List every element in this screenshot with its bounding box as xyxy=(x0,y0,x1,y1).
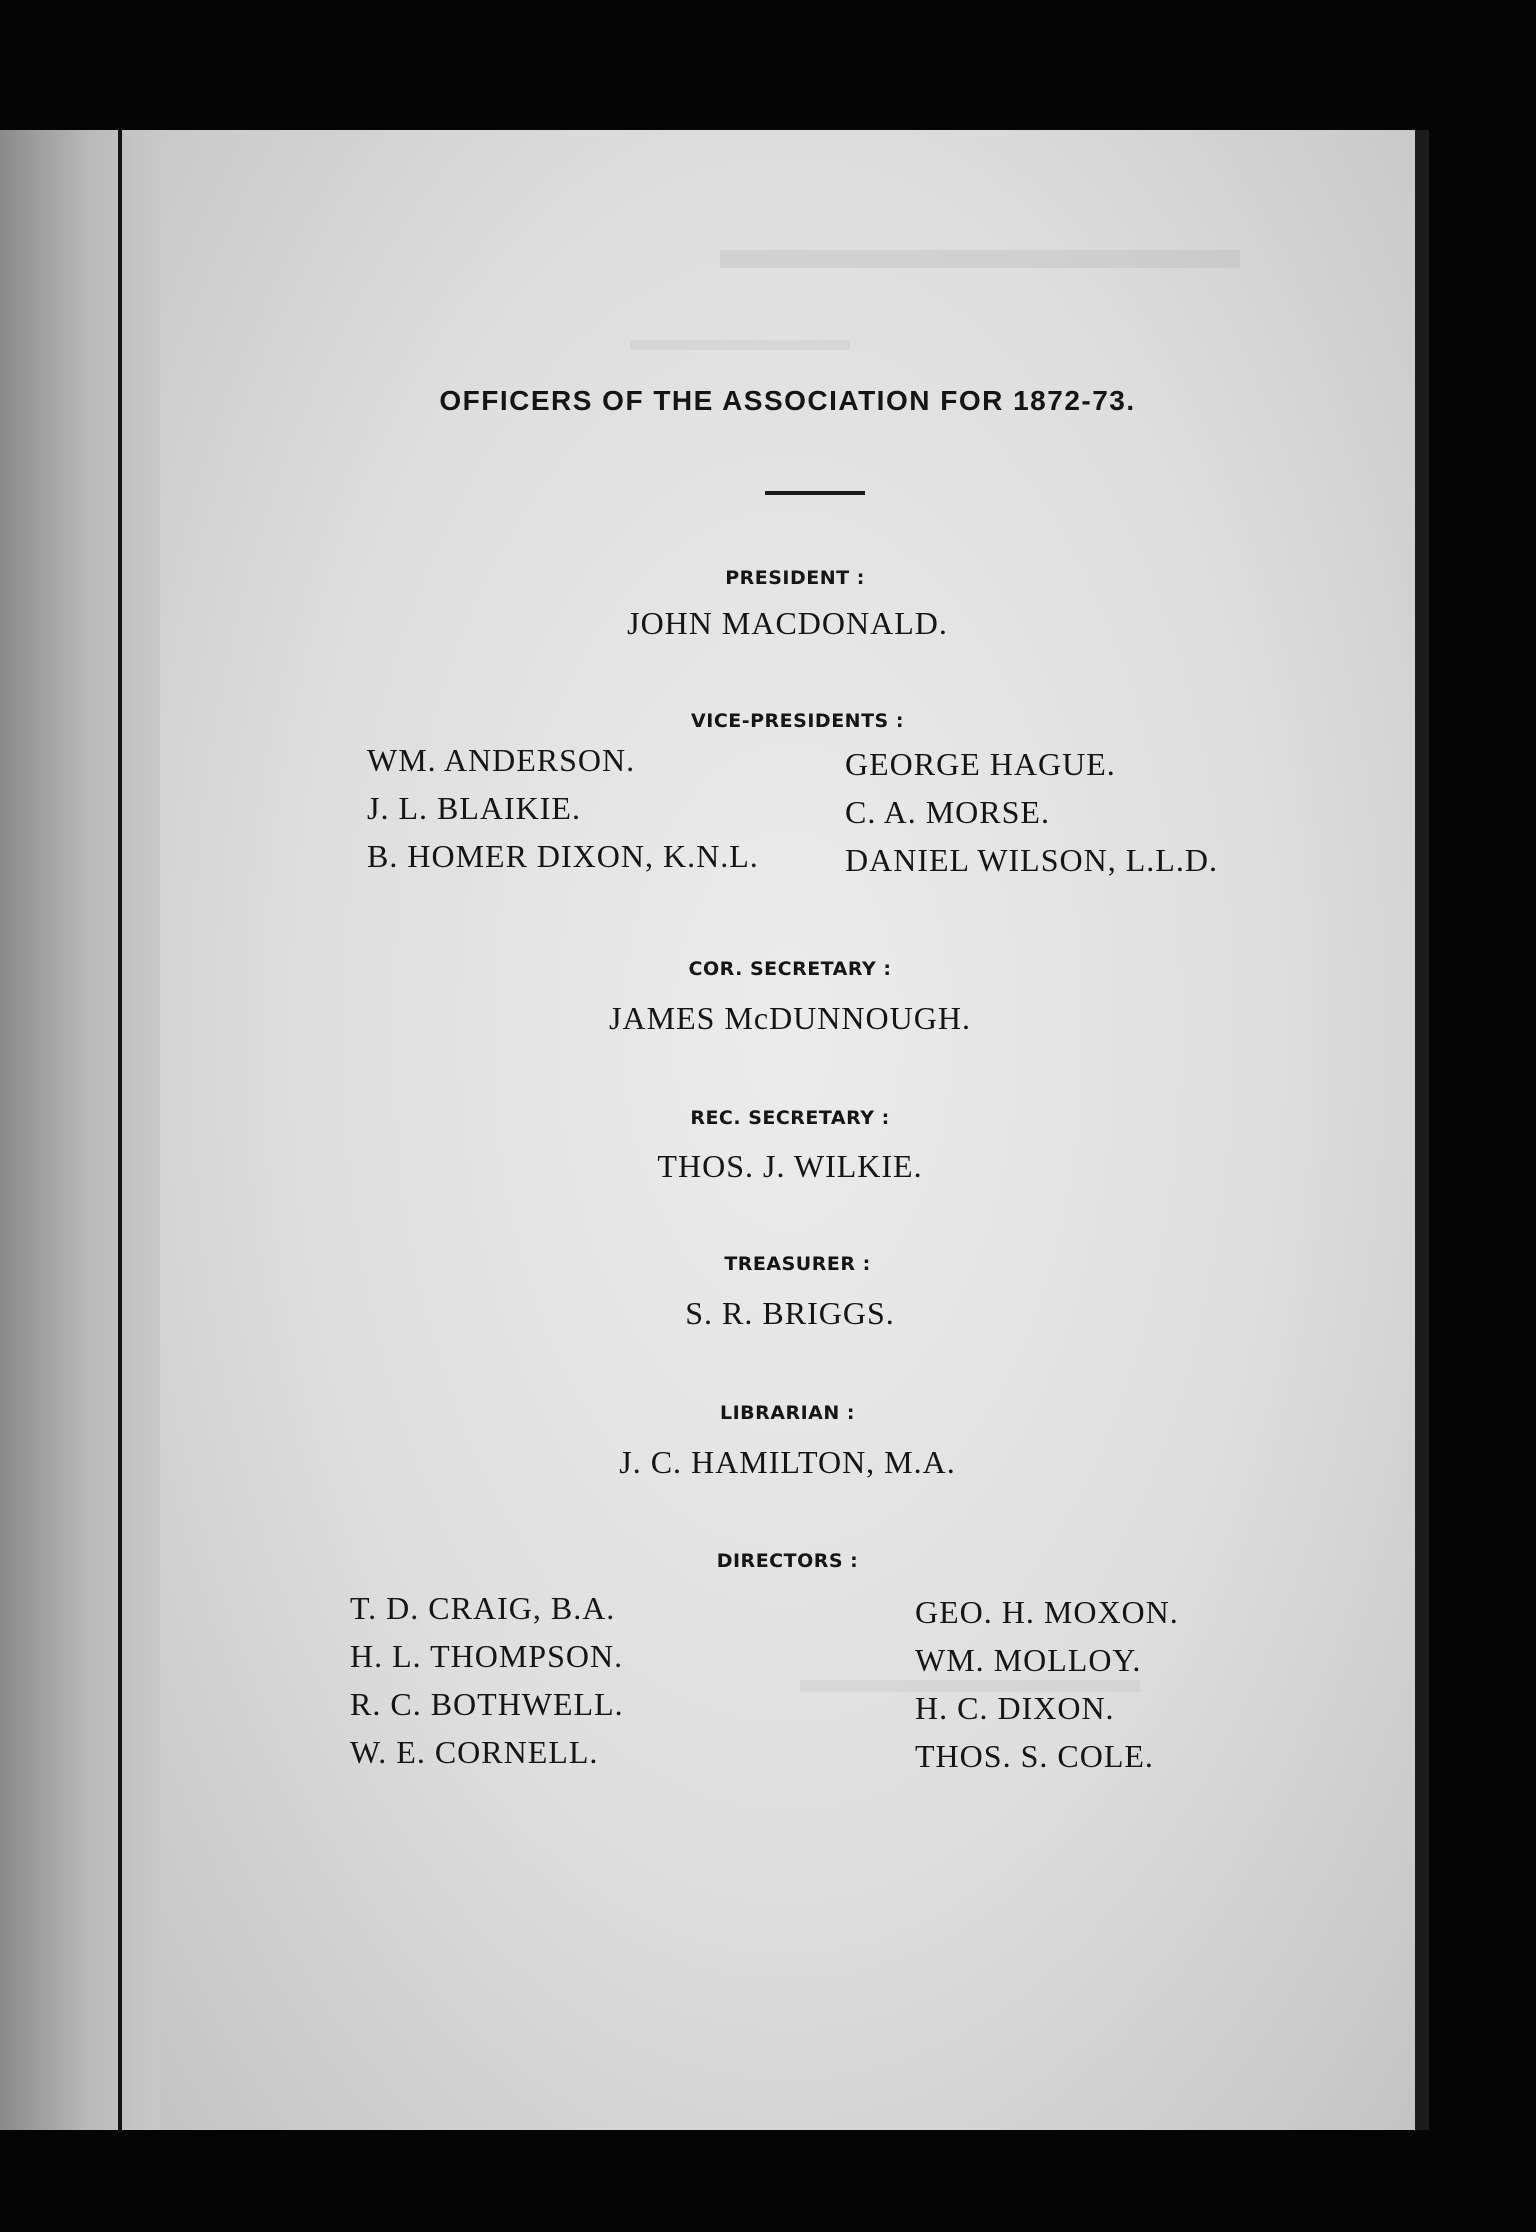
director-name: WM. MOLLOY. xyxy=(915,1642,1142,1678)
vice-president-name: GEORGE HAGUE. xyxy=(845,746,1116,782)
librarian-label: LIBRARIAN : xyxy=(719,1402,855,1424)
vice-president-name: C. A. MORSE. xyxy=(845,794,1050,830)
director-name: H. L. THOMPSON. xyxy=(350,1638,624,1674)
president-label: PRESIDENT : xyxy=(725,567,865,589)
vice-presidents-left-column xyxy=(367,736,759,880)
president-name: JOHN MACDONALD. xyxy=(627,605,948,641)
director-name: H. C. DIXON. xyxy=(915,1690,1115,1726)
rec-secretary-name: THOS. J. WILKIE. xyxy=(657,1148,923,1184)
directors-right-column xyxy=(915,1588,1179,1780)
librarian-name: J. C. HAMILTON, M.A. xyxy=(619,1444,956,1480)
treasurer-label: TREASURER : xyxy=(724,1253,871,1275)
vice-president-name: DANIEL WILSON, L.L.D. xyxy=(845,842,1218,878)
cor-secretary-name: JAMES McDUNNOUGH. xyxy=(609,1000,971,1036)
director-name: GEO. H. MOXON. xyxy=(915,1594,1179,1630)
director-name: W. E. CORNELL. xyxy=(350,1734,599,1770)
director-name: THOS. S. COLE. xyxy=(915,1738,1154,1774)
director-name: T. D. CRAIG, B.A. xyxy=(350,1590,616,1626)
show-through xyxy=(720,250,1240,268)
vice-presidents-label: VICE-PRESIDENTS : xyxy=(691,710,904,732)
page-title: OFFICERS OF THE ASSOCIATION FOR 1872-73. xyxy=(439,385,1136,416)
directors-label: DIRECTORS : xyxy=(716,1550,859,1572)
cor-secretary-label: COR. SECRETARY : xyxy=(688,958,892,980)
facing-page xyxy=(0,130,160,2130)
divider-rule xyxy=(765,491,865,495)
show-through xyxy=(630,340,850,350)
director-name: R. C. BOTHWELL. xyxy=(350,1686,624,1722)
page-edge xyxy=(1415,130,1429,2130)
vice-presidents-right-column xyxy=(845,740,1218,884)
rec-secretary-label: REC. SECRETARY : xyxy=(690,1107,890,1129)
vice-president-name: B. HOMER DIXON, K.N.L. xyxy=(367,838,759,874)
directors-left-column xyxy=(350,1584,624,1776)
gutter-line xyxy=(118,130,122,2130)
vice-president-name: J. L. BLAIKIE. xyxy=(367,790,581,826)
treasurer-name: S. R. BRIGGS. xyxy=(685,1295,895,1331)
vice-president-name: WM. ANDERSON. xyxy=(367,742,636,778)
document-page xyxy=(160,130,1415,2130)
